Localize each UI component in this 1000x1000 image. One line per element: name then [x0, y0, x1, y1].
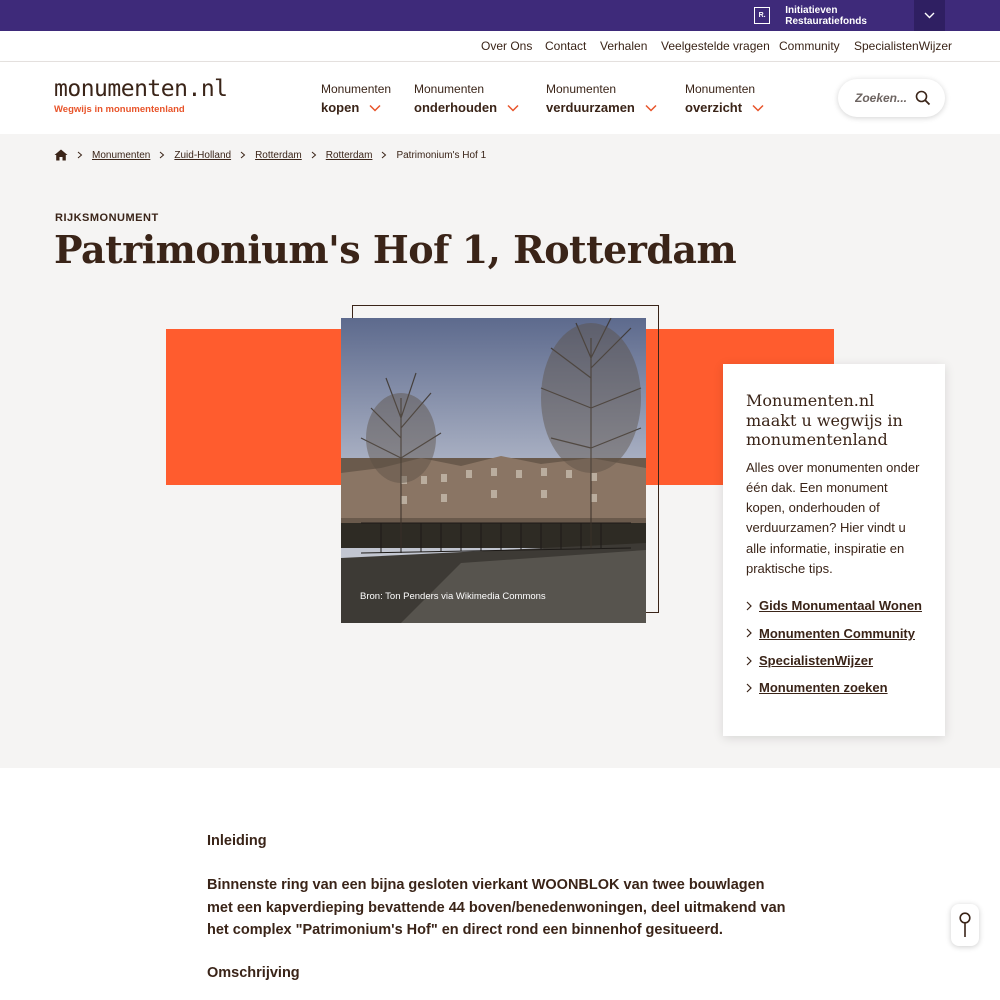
info-link-community-label[interactable]: Monumenten Community: [759, 625, 915, 641]
search-box: [838, 79, 945, 117]
info-link-gids[interactable]: [746, 592, 923, 619]
nav-specialistenwijzer[interactable]: SpecialistenWijzer: [854, 39, 953, 53]
mainnav-verduurzamen-line2: verduurzamen: [546, 100, 635, 115]
chevron-down-icon: [369, 104, 381, 112]
restauratiefonds-label: Initiatieven Restauratiefonds: [785, 4, 867, 27]
chevron-down-icon: [924, 12, 935, 19]
map-pin-icon: [959, 912, 971, 938]
breadcrumb-rotterdam-1[interactable]: Rotterdam: [255, 149, 302, 161]
chevron-right-icon: [159, 151, 165, 159]
chevron-down-icon: [507, 104, 519, 112]
map-pin-button[interactable]: [951, 904, 979, 946]
restauratiefonds-logo: R.: [754, 7, 770, 24]
breadcrumb-zuid-holland[interactable]: Zuid-Holland: [174, 149, 232, 161]
mainnav-onderhouden-line1: Monumenten: [414, 82, 485, 96]
search-input[interactable]: [855, 91, 913, 105]
main-header: [0, 62, 1000, 134]
logo-wordmark: monumenten.nl: [54, 76, 228, 102]
nav-veelgestelde-vragen[interactable]: Veelgestelde vragen: [661, 39, 770, 53]
home-icon[interactable]: [54, 149, 68, 161]
chevron-right-icon: [746, 683, 752, 693]
top-bar: [0, 0, 1000, 31]
logo-tagline: Wegwijs in monumentenland: [54, 104, 185, 115]
page-title: Patrimonium's Hof 1, Rotterdam: [54, 227, 737, 272]
chevron-right-icon: [746, 628, 752, 638]
info-link-community[interactable]: [746, 620, 923, 647]
info-link-specialistenwijzer[interactable]: [746, 647, 923, 674]
info-link-zoeken[interactable]: [746, 674, 923, 701]
breadcrumb: [54, 149, 486, 161]
monument-photo: [341, 318, 646, 623]
chevron-down-icon: [752, 104, 764, 112]
breadcrumb-monumenten[interactable]: Monumenten: [92, 149, 151, 161]
info-card-text: Alles over monumenten onder één dak. Een monument kopen, onderhouden of verduurzamen? Hier vindt u alle informatie, inspiratie en praktische tips.: [746, 459, 920, 576]
info-link-specialistenwijzer-label[interactable]: SpecialistenWijzer: [759, 653, 874, 669]
mainnav-overzicht-line2: overzicht: [685, 100, 743, 115]
info-link-gids-label[interactable]: Gids Monumentaal Wonen: [759, 598, 922, 614]
monument-photo-image: [341, 318, 646, 623]
secondary-nav: [0, 31, 1000, 62]
info-card: [723, 364, 945, 736]
mainnav-verduurzamen-line1: Monumenten: [546, 82, 617, 96]
mainnav-onderhouden-line2: onderhouden: [414, 100, 498, 115]
restauratiefonds-link[interactable]: [745, 0, 915, 31]
mainnav-kopen[interactable]: [321, 82, 391, 116]
nav-over-ons[interactable]: Over Ons: [481, 39, 533, 53]
topbar-toggle-button[interactable]: [914, 0, 945, 31]
nav-community[interactable]: Community: [779, 39, 840, 53]
section-heading-omschrijving: Omschrijving: [207, 965, 300, 981]
mainnav-overzicht-line1: Monumenten: [685, 82, 756, 96]
mainnav-verduurzamen[interactable]: [546, 82, 657, 116]
monument-type-label: RIJKSMONUMENT: [55, 212, 159, 224]
chevron-right-icon: [311, 151, 317, 159]
info-link-zoeken-label[interactable]: Monumenten zoeken: [759, 680, 888, 696]
mainnav-onderhouden[interactable]: [414, 82, 519, 116]
hero-section: [0, 134, 1000, 768]
chevron-right-icon: [240, 151, 246, 159]
mainnav-kopen-line1: Monumenten: [321, 82, 392, 96]
chevron-right-icon: [746, 656, 752, 666]
article-lead: Binnenste ring van een bijna gesloten vierkant WOONBLOK van twee bouwlagen met een kapverdieping bevattende 44 boven/benedenwoningen, deel uitmakend van het complex "Patrimonium's Hof" en direct rond een binnenhof gesitueerd.: [207, 877, 786, 939]
chevron-right-icon: [77, 151, 83, 159]
nav-verhalen[interactable]: Verhalen: [600, 39, 648, 53]
nav-contact[interactable]: Contact: [545, 39, 587, 53]
info-card-links: [746, 592, 923, 701]
breadcrumb-current: Patrimonium's Hof 1: [396, 149, 487, 161]
chevron-down-icon: [645, 104, 657, 112]
info-card-title: Monumenten.nl maakt u wegwijs in monumentenland: [746, 391, 903, 449]
chevron-right-icon: [381, 151, 387, 159]
mainnav-kopen-line2: kopen: [321, 100, 360, 115]
photo-credit: Bron: Ton Penders via Wikimedia Commons: [360, 591, 546, 602]
mainnav-overzicht[interactable]: [685, 82, 764, 116]
chevron-right-icon: [746, 601, 752, 611]
search-icon[interactable]: [915, 90, 931, 106]
section-heading-inleiding: Inleiding: [207, 833, 267, 849]
site-logo[interactable]: [54, 76, 228, 115]
breadcrumb-rotterdam-2[interactable]: Rotterdam: [325, 149, 373, 161]
